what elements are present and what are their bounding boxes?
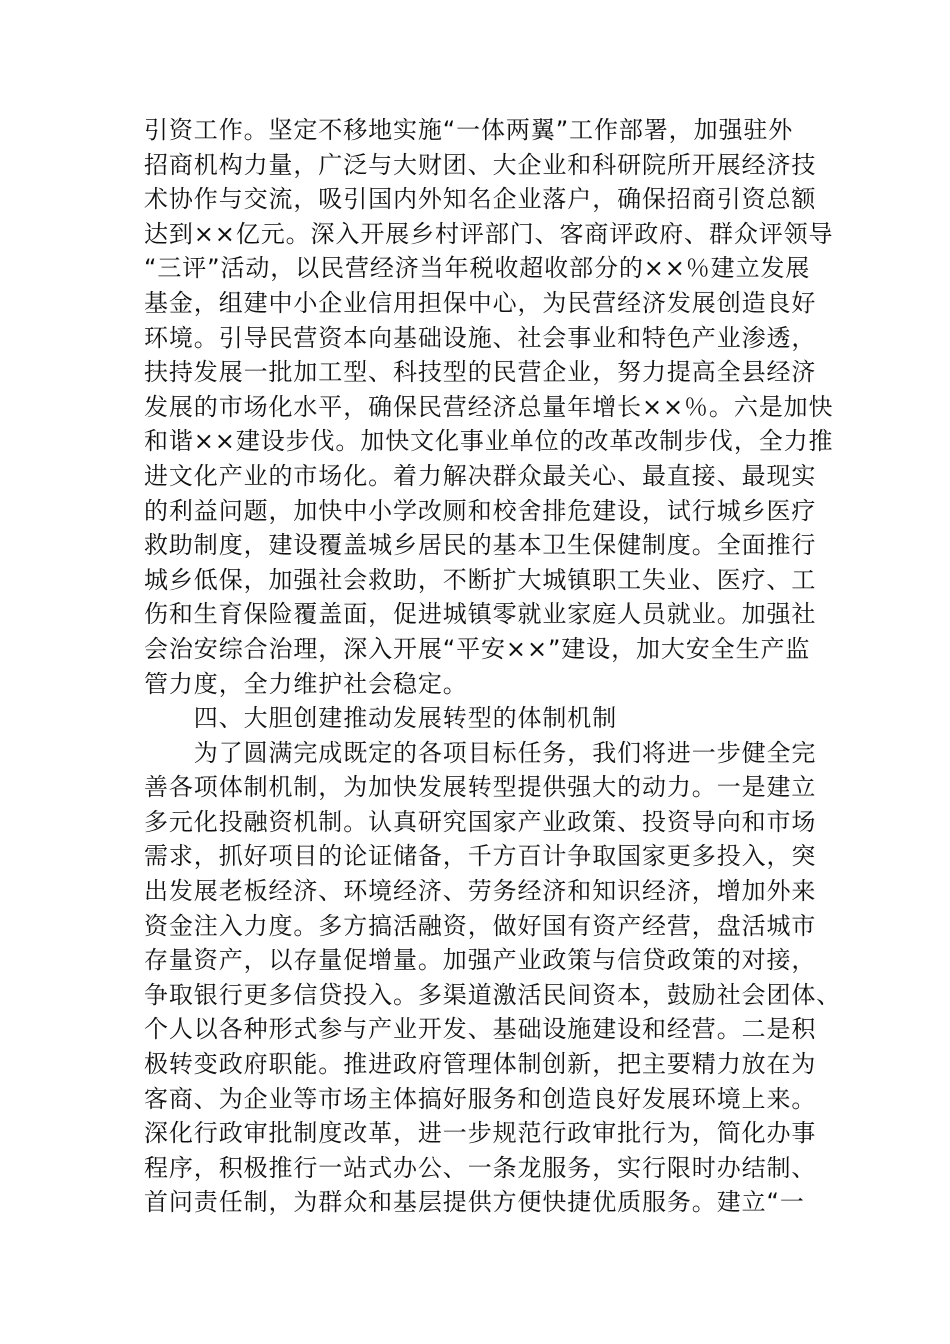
- text-line: 术协作与交流，吸引国内外知名企业落户，确保招商引资总额: [144, 185, 817, 214]
- text-line: 救助制度，建设覆盖城乡居民的基本卫生保健制度。全面推行: [144, 531, 817, 560]
- text-line: 资金注入力度。多方搞活融资，做好国有资产经营，盘活城市: [144, 911, 817, 940]
- text-line: 伤和生育保险覆盖面，促进城镇零就业家庭人员就业。加强社: [144, 600, 817, 629]
- text-line: 会治安综合治理，深入开展“平安××”建设，加大安全生产监: [144, 634, 811, 663]
- text-line: 发展的市场化水平，确保民营经济总量年增长××％。六是加快: [144, 392, 834, 421]
- text-line: 极转变政府职能。推进政府管理体制创新，把主要精力放在为: [144, 1050, 817, 1079]
- text-line: 环境。引导民营资本向基础设施、社会事业和特色产业渗透，: [144, 323, 817, 352]
- text-line: 扶持发展一批加工型、科技型的民营企业，努力提高全县经济: [144, 358, 817, 387]
- text-line: 个人以各种形式参与产业开发、基础设施建设和经营。二是积: [144, 1015, 817, 1044]
- text-line: 程序，积极推行一站式办公、一条龙服务，实行限时办结制、: [144, 1153, 817, 1182]
- text-line: 多元化投融资机制。认真研究国家产业政策、投资导向和市场: [144, 807, 817, 836]
- text-line: 管力度，全力维护社会稳定。: [144, 669, 468, 698]
- text-line: 深化行政审批制度改革，进一步规范行政审批行为，简化办事: [144, 1119, 817, 1148]
- text-line: 为了圆满完成既定的各项目标任务，我们将进一步健全完: [144, 738, 817, 767]
- text-line: “三评”活动，以民营经济当年税收超收部分的××％建立发展: [144, 254, 811, 283]
- text-line: 争取银行更多信贷投入。多渠道激活民间资本，鼓励社会团体、: [144, 980, 842, 1009]
- text-line: 城乡低保，加强社会救助，不断扩大城镇职工失业、医疗、工: [144, 565, 817, 594]
- document-page: [144, 113, 842, 1220]
- text-line: 首问责任制，为群众和基层提供方便快捷优质服务。建立“一: [144, 1188, 805, 1217]
- text-line: 客商、为企业等市场主体搞好服务和创造良好发展环境上来。: [144, 1084, 817, 1113]
- text-line: 需求，抓好项目的论证储备，千方百计争取国家更多投入，突: [144, 842, 817, 871]
- text-line: 达到××亿元。深入开展乡村评部门、客商评政府、群众评领导: [144, 219, 834, 248]
- text-line: 出发展老板经济、环境经济、劳务经济和知识经济，增加外来: [144, 877, 817, 906]
- text-line: 进文化产业的市场化。着力解决群众最关心、最直接、最现实: [144, 461, 817, 490]
- text-line: 和谐××建设步伐。加快文化事业单位的改革改制步伐，全力推: [144, 427, 834, 456]
- text-line: 引资工作。坚定不移地实施“一体两翼”工作部署，加强驻外: [144, 116, 794, 144]
- text-line: 基金，组建中小企业信用担保中心，为民营经济发展创造良好: [144, 288, 817, 317]
- text-line: 存量资产，以存量促增量。加强产业政策与信贷政策的对接，: [144, 946, 817, 975]
- text-line: 善各项体制机制，为加快发展转型提供强大的动力。一是建立: [144, 773, 817, 802]
- section-heading: 四、大胆创建推动发展转型的体制机制: [144, 704, 618, 733]
- text-line: 招商机构力量，广泛与大财团、大企业和科研院所开展经济技: [144, 150, 817, 179]
- text-line: 的利益问题，加快中小学改厕和校舍排危建设，试行城乡医疗: [144, 496, 817, 525]
